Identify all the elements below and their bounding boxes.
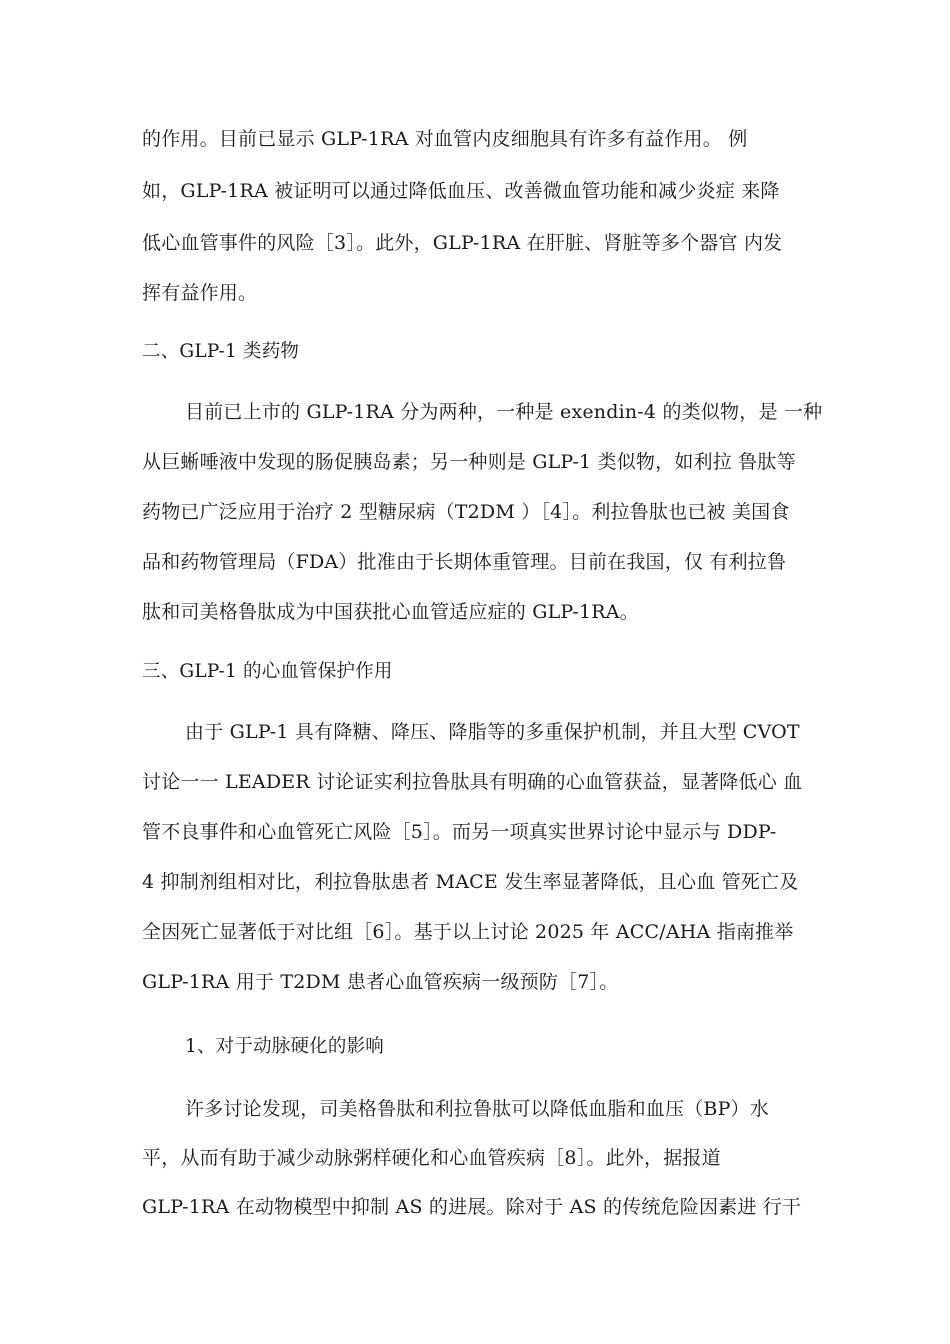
paragraph-line: 4 抑制剂组相对比，利拉鲁肽患者 MACE 发生率显著降低，且心血 管死亡及 bbox=[142, 871, 799, 893]
section-heading: 三、GLP-1 的心血管保护作用 bbox=[142, 661, 393, 682]
paragraph-line: 讨论一一 LEADER 讨论证实利拉鲁肽具有明确的心血管获益，显著降低心 血 bbox=[142, 771, 803, 793]
paragraph-line: 品和药物管理局（FDA）批准由于长期体重管理。目前在我国，仅 有利拉鲁 bbox=[142, 551, 787, 573]
paragraph-line: 目前已上市的 GLP-1RA 分为两种，一种是 exendin-4 的类似物，是 一种 bbox=[185, 401, 823, 423]
paragraph-line: 肽和司美格鲁肽成为中国获批心血管适应症的 GLP-1RA。 bbox=[142, 601, 639, 623]
paragraph-line: 低心血管事件的风险［3］。此外，GLP-1RA 在肝脏、肾脏等多个器官 内发 bbox=[142, 232, 783, 254]
paragraph-line: 药物已广泛应用于治疗 2 型糖尿病（T2DM ）［4］。利拉鲁肽也已被 美国食 bbox=[142, 501, 790, 523]
paragraph-line: GLP-1RA 用于 T2DM 患者心血管疾病一级预防［7］。 bbox=[142, 971, 619, 993]
paragraph-line: 如，GLP-1RA 被证明可以通过降低血压、改善微血管功能和减少炎症 来降 bbox=[142, 180, 780, 202]
paragraph-line: GLP-1RA 在动物模型中抑制 AS 的进展。除对于 AS 的传统危险因素进 行干 bbox=[142, 1196, 802, 1218]
paragraph-line: 许多讨论发现，司美格鲁肽和利拉鲁肽可以降低血脂和血压（BP）水 bbox=[185, 1098, 769, 1120]
paragraph-line: 全因死亡显著低于对比组［6］。基于以上讨论 2025 年 ACC/AHA 指南推举 bbox=[142, 921, 794, 943]
subsection-heading: 1、对于动脉硬化的影响 bbox=[185, 1036, 384, 1057]
paragraph-line: 从巨蜥唾液中发现的肠促胰岛素；另一种则是 GLP-1 类似物，如利拉 鲁肽等 bbox=[142, 451, 796, 473]
paragraph-line: 的作用。目前已显示 GLP-1RA 对血管内皮细胞具有许多有益作用。 例 bbox=[142, 128, 748, 150]
paragraph-line: 由于 GLP-1 具有降糖、降压、降脂等的多重保护机制，并且大型 CVOT bbox=[185, 721, 800, 743]
section-heading: 二、GLP-1 类药物 bbox=[142, 341, 300, 362]
paragraph-line: 管不良事件和心血管死亡风险［5］。而另一项真实世界讨论中显示与 DDP- bbox=[142, 821, 777, 843]
paragraph-line: 平，从而有助于减少动脉粥样硬化和心血管疾病［8］。此外，据报道 bbox=[142, 1147, 721, 1169]
paragraph-line: 挥有益作用。 bbox=[142, 282, 258, 304]
